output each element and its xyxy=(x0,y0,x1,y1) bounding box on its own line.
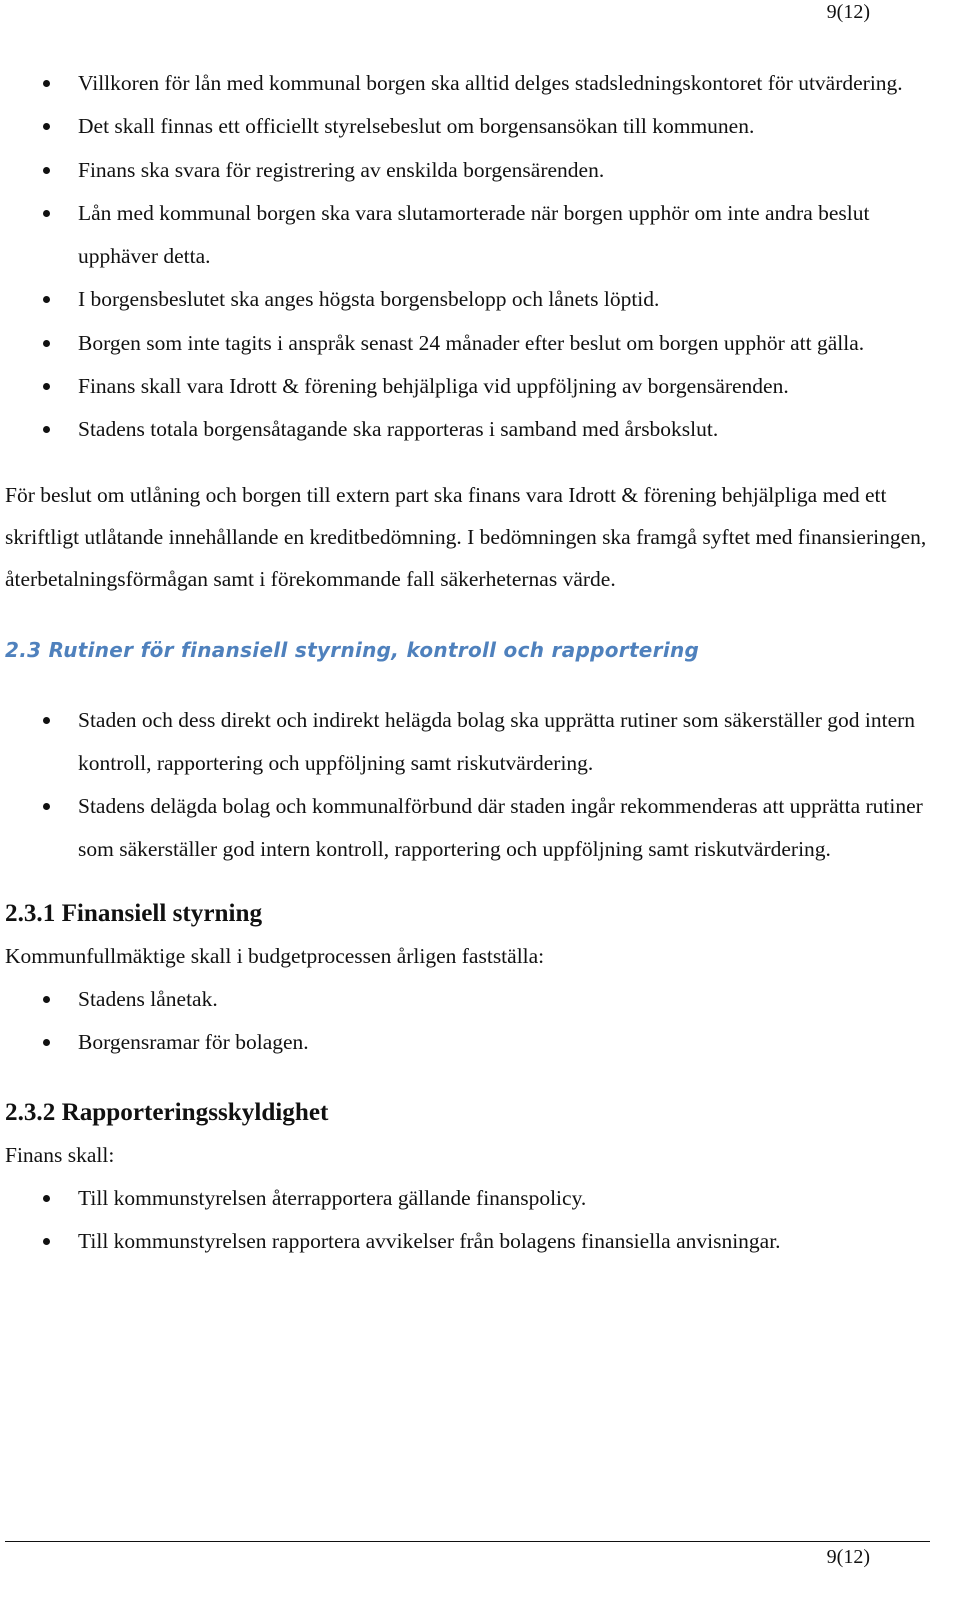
bullet-icon xyxy=(43,1195,50,1202)
bullet-icon xyxy=(43,717,50,724)
list-item: Staden och dess direkt och indirekt helägda bolag ska upprätta rutiner som säkerställer god intern kontroll, rapportering och uppföljning samt riskutvärdering. xyxy=(5,699,930,785)
section-2-3-1-intro: Kommunfullmäktige skall i budgetprocessen årligen fastställa: xyxy=(5,943,545,968)
bullet-icon xyxy=(43,167,50,174)
list-item: Till kommunstyrelsen återrapportera gällande finanspolicy. xyxy=(5,1177,930,1220)
list-item: Stadens delägda bolag och kommunalförbund där staden ingår rekommenderas att upprätta rutiner som säkerställer god intern kontroll, rapportering och uppföljning samt riskutvärdering. xyxy=(5,785,930,871)
footer-divider xyxy=(5,1541,930,1542)
list-item: Borgensramar för bolagen. xyxy=(5,1021,930,1064)
list-item: Finans ska svara för registrering av enskilda borgensärenden. xyxy=(5,149,930,192)
section-2-3-2-bullet-list xyxy=(5,1177,930,1263)
bullet-icon xyxy=(43,296,50,303)
bullet-icon xyxy=(43,426,50,433)
list-item: Borgen som inte tagits i anspråk senast 24 månader efter beslut om borgen upphör att gälla. xyxy=(5,322,930,365)
bullet-icon xyxy=(43,1238,50,1245)
section-heading-2-3-2: 2.3.2 Rapporteringsskyldighet xyxy=(5,1098,329,1126)
section-2-3-bullet-list xyxy=(5,699,930,871)
loan-assessment-paragraph: För beslut om utlåning och borgen till extern part ska finans vara Idrott & förening behjälpliga med ett skriftligt utlåtande innehållande en kreditbedömning. I bedömningen ska framgå syftet med finansieringen, återbetalningsförmågan samt i förekommande fall säkerheternas värde. xyxy=(5,482,927,592)
list-item: Finans skall vara Idrott & förening behjälpliga vid uppföljning av borgensärenden. xyxy=(5,365,930,408)
section-2-3-2-intro: Finans skall: xyxy=(5,1142,115,1167)
bullet-icon xyxy=(43,340,50,347)
bullet-icon xyxy=(43,123,50,130)
section-2-3-1-bullet-list xyxy=(5,978,930,1064)
section-heading-2-3-1: 2.3.1 Finansiell styrning xyxy=(5,899,263,927)
bullet-icon xyxy=(43,80,50,87)
bullet-icon xyxy=(43,996,50,1003)
bullet-icon xyxy=(43,210,50,217)
page-number-bottom: 9(12) xyxy=(826,1546,870,1568)
list-item: Lån med kommunal borgen ska vara slutamorterade när borgen upphör om inte andra beslut upphäver detta. xyxy=(5,192,930,279)
list-item: Stadens totala borgensåtagande ska rapporteras i samband med årsbokslut. xyxy=(5,408,930,451)
bullet-icon xyxy=(43,803,50,810)
list-item: Det skall finnas ett officiellt styrelsebeslut om borgensansökan till kommunen. xyxy=(5,105,930,148)
section-heading-2-3: 2.3 Rutiner för finansiell styrning, kontroll och rapportering xyxy=(5,637,700,662)
top-bullet-list xyxy=(5,62,930,452)
bullet-icon xyxy=(43,1039,50,1046)
bullet-icon xyxy=(43,383,50,390)
list-item: Villkoren för lån med kommunal borgen ska alltid delges stadsledningskontoret för utvärdering. xyxy=(5,62,930,105)
list-item: I borgensbeslutet ska anges högsta borgensbelopp och lånets löptid. xyxy=(5,278,930,321)
list-item: Till kommunstyrelsen rapportera avvikelser från bolagens finansiella anvisningar. xyxy=(5,1220,930,1263)
page-number-top: 9(12) xyxy=(826,1,870,23)
list-item: Stadens lånetak. xyxy=(5,978,930,1021)
document-body xyxy=(5,62,930,1263)
